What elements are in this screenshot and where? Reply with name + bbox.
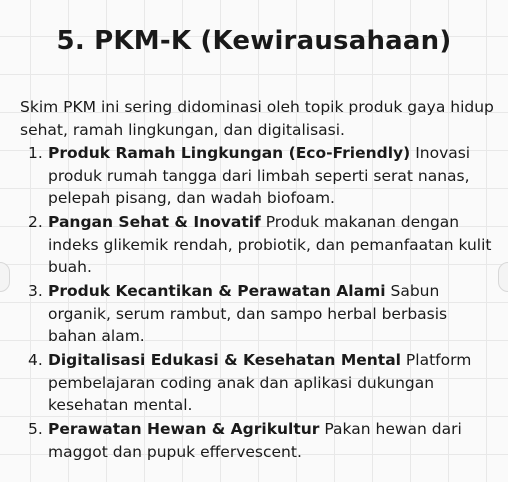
item-body [48, 418, 500, 463]
list-item [28, 142, 500, 210]
list-item [28, 211, 500, 279]
item-number: 4. [28, 351, 43, 369]
intro-paragraph: Skim PKM ini sering didominasi oleh topik produk gaya hidup sehat, ramah lingkungan, dan digitalisasi. [20, 98, 494, 139]
item-body [48, 211, 500, 279]
left-scroll-handle[interactable] [0, 262, 10, 292]
item-term: Produk Ramah Lingkungan (Eco-Friendly) [48, 144, 411, 162]
item-term: Perawatan Hewan & Agrikultur [48, 420, 320, 438]
item-text: Platform pembelajaran coding anak dan aplikasi dukungan kesehatan mental. [48, 351, 472, 414]
list-item [28, 280, 500, 348]
item-number: 5. [28, 420, 43, 438]
item-body [48, 280, 500, 348]
list-item [28, 349, 500, 417]
item-number: 1. [28, 144, 43, 162]
item-text: Pakan hewan dari maggot dan pupuk effervescent. [48, 420, 462, 461]
page-title: 5. PKM-K (Kewirausahaan) [56, 26, 452, 56]
list-item [28, 418, 500, 463]
item-body [48, 349, 500, 417]
item-term: Digitalisasi Edukasi & Kesehatan Mental [48, 351, 401, 369]
item-term: Produk Kecantikan & Perawatan Alami [48, 282, 386, 300]
item-text: Produk makanan dengan indeks glikemik rendah, probiotik, dan pemanfaatan kulit buah. [48, 213, 492, 276]
item-text: Sabun organik, serum rambut, dan sampo herbal berbasis bahan alam. [48, 282, 448, 345]
topic-list [28, 142, 500, 465]
item-body [48, 142, 500, 210]
item-number: 2. [28, 213, 43, 231]
item-text: Inovasi produk rumah tangga dari limbah seperti serat nanas, pelepah pisang, dan wadah biofoam. [48, 144, 471, 207]
item-number: 3. [28, 282, 43, 300]
item-term: Pangan Sehat & Inovatif [48, 213, 261, 231]
